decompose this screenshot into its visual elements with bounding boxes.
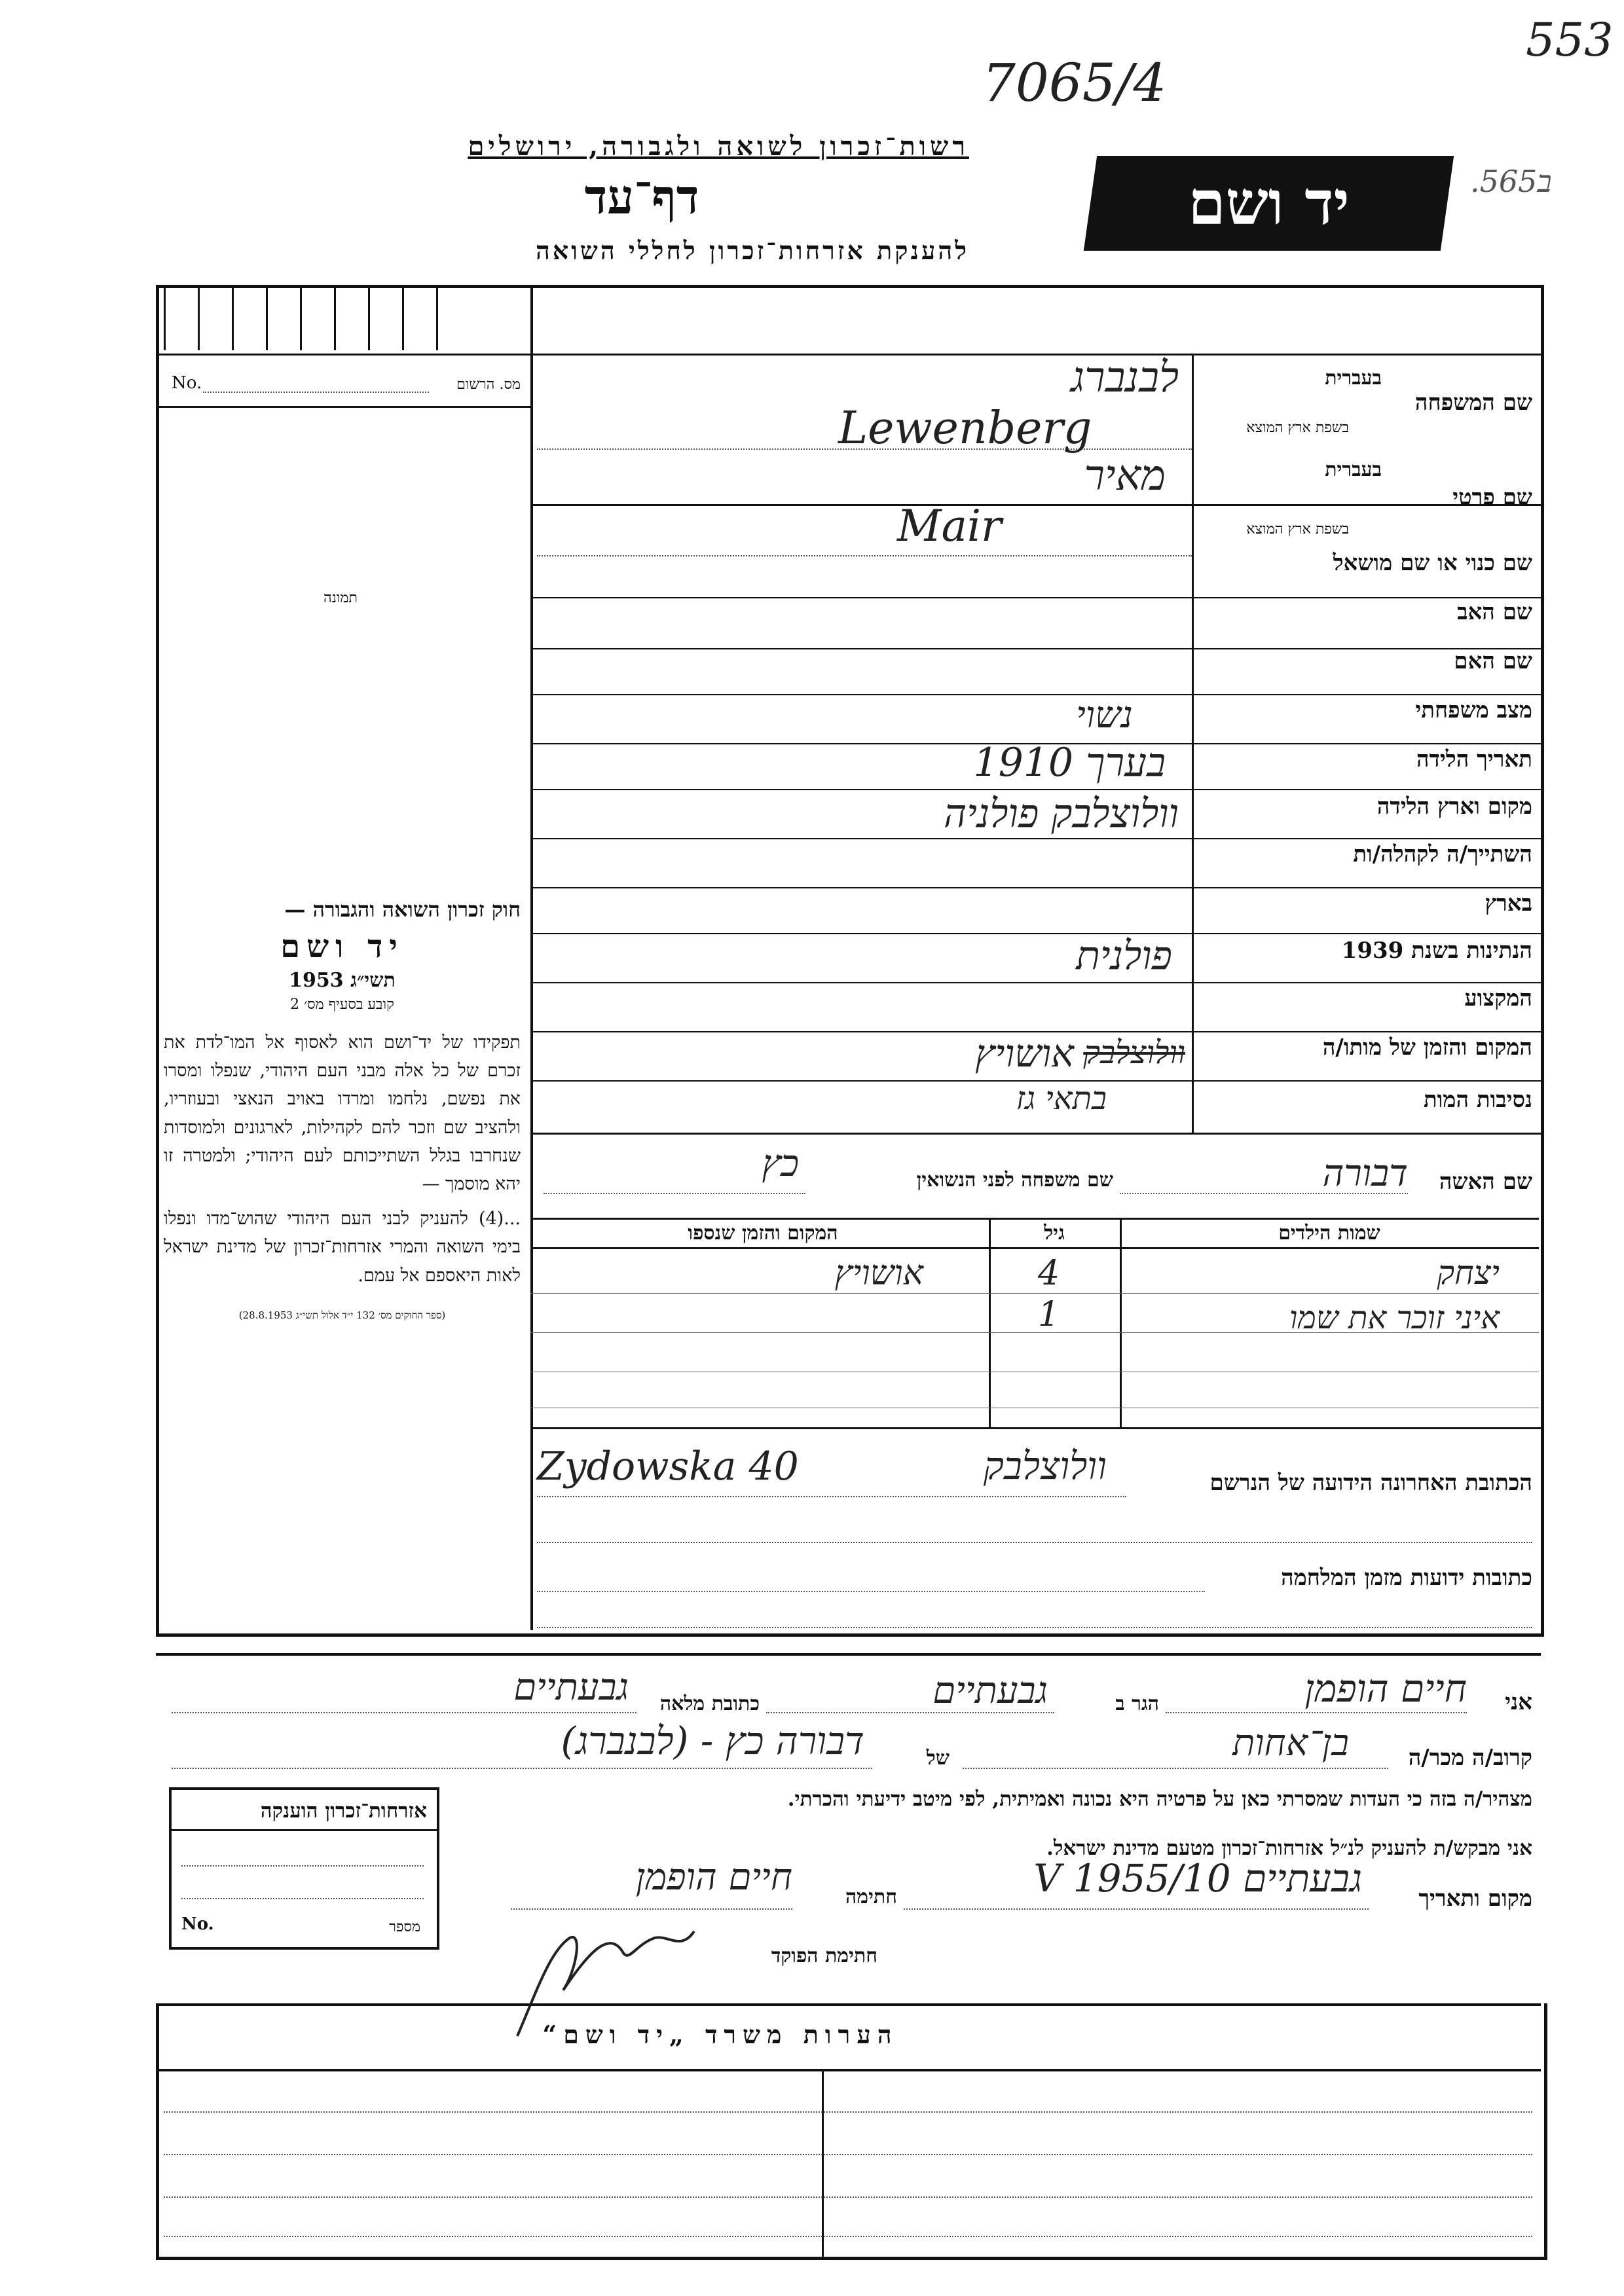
- child-1-name: יצחק: [1437, 1254, 1500, 1292]
- death-place-value: אושויץ: [975, 1031, 1074, 1076]
- law-source: (ספר החוקים מס׳ 132 י״ד אלול תשי״ג 28.8.1953): [238, 1309, 446, 1321]
- authority-name: רשות־זכרון לשואה ולגבורה, ירושלים: [468, 131, 969, 162]
- registry-boxes: [164, 288, 439, 350]
- first-name-origin-value: Mair: [897, 501, 1002, 551]
- form-title: דף־עד: [584, 169, 699, 225]
- law-text-block: [164, 897, 521, 1322]
- birth-date-value: בערך 1910: [973, 740, 1166, 786]
- child-1-death-place: אושויץ: [834, 1254, 923, 1293]
- last-address-label: הכתובת האחרונה הידועה של הנרשם: [1209, 1470, 1532, 1496]
- archive-number-side: .ב565: [1470, 164, 1552, 199]
- request-text: אני מבקש/ת להעניק לנ״ל אזרחות־זכרון מטעם מדינת ישראל.: [1046, 1836, 1532, 1860]
- signature-label: חתימה: [845, 1886, 897, 1908]
- law-heading: חוק זכרון השואה והגבורה —: [284, 897, 521, 922]
- notes-heading: הערות משרד „יד ושם“: [542, 2020, 898, 2049]
- declarant-name: חיים הופמן: [1304, 1666, 1467, 1711]
- law-paragraph-2: ...(4) להעניק לבני העם היהודי שהוש־מדו ונפלו בימי השואה והמרי אזרחות־זכרון של מדינת ישראל לאות היאספם אל עמם.: [164, 1209, 521, 1286]
- marital-status-value: נשוי: [1076, 694, 1133, 737]
- profession-label: המקצוע: [1464, 985, 1532, 1011]
- relation-value: בן־אחות: [1232, 1722, 1349, 1764]
- place-date-label: מקום ותאריך: [1418, 1886, 1532, 1912]
- wife-name-label: שם האשה: [1439, 1169, 1532, 1195]
- country-label: בארץ: [1485, 890, 1532, 917]
- signature-value: חיים הופמן: [635, 1856, 792, 1899]
- father-name-label: שם האב: [1457, 599, 1532, 625]
- first-name-label: שם פרטי: [1452, 484, 1532, 511]
- maiden-name-value: כץ: [762, 1142, 799, 1185]
- last-address-latin-value: Zydowska 40: [537, 1444, 799, 1489]
- family-name-label: שם המשפחה: [1414, 390, 1532, 416]
- official-signature-label: חתימת הפוקד: [771, 1944, 877, 1967]
- child-2-age: 1: [1038, 1295, 1060, 1334]
- law-year: תשי״ג 1953: [289, 969, 396, 992]
- relation-of-person: דבורה כץ - (לבנברג): [561, 1719, 864, 1763]
- family-name-hebrew-value: לבנברג: [1071, 354, 1179, 402]
- resident-label: הגר ב: [1115, 1692, 1159, 1715]
- resident-city: גבעתיים: [932, 1669, 1048, 1712]
- handwritten-file-number: 7065/4: [982, 52, 1167, 113]
- death-place-label: המקום והזמן של מותו/ה: [1322, 1034, 1532, 1061]
- children-death-place-header: המקום והזמן שנספו: [688, 1222, 838, 1245]
- law-clause: קובע בסעיף מס׳ 2: [290, 996, 394, 1013]
- citizenship-granted-number-label: מספר: [389, 1919, 420, 1935]
- photo-placeholder-label: תמונה: [323, 590, 358, 606]
- wife-name-value: דבורה: [1322, 1152, 1408, 1195]
- mother-name-label: שם האם: [1454, 648, 1532, 674]
- wartime-address-label: כתובות ידועות מזמן המלחמה: [1281, 1565, 1532, 1591]
- children-age-header: גיל: [1044, 1222, 1065, 1245]
- child-1-age: 4: [1038, 1254, 1060, 1293]
- law-name: יד ושם: [280, 928, 404, 965]
- nickname-label: שם כנוי או שם מושאל: [1333, 550, 1532, 576]
- archive-number-top: 553: [1526, 13, 1614, 67]
- relation-of-label: של: [926, 1747, 950, 1770]
- logo-text: יד ושם: [1188, 168, 1350, 238]
- full-address-value: גבעתיים: [513, 1666, 629, 1709]
- family-name-origin-value: Lewenberg: [838, 403, 1092, 454]
- citizenship-granted-box: [169, 1787, 439, 1950]
- death-cause-label: נסיבות המות: [1423, 1087, 1532, 1113]
- full-address-label: כתובת מלאה: [659, 1692, 760, 1715]
- death-place-struck-value: וולוצלבק: [1083, 1034, 1185, 1071]
- last-address-hebrew-value: וולוצלבק: [983, 1444, 1107, 1488]
- community-label: השתייך/ה לקהלה/ות: [1353, 841, 1532, 867]
- citizenship-granted-no-label: No.: [181, 1914, 214, 1934]
- marital-status-label: מצב משפחתי: [1415, 697, 1532, 723]
- place-date-value: גבעתיים 10/V 1955: [1033, 1856, 1362, 1901]
- citizenship-granted-title: אזרחות־זכרון הוענקה: [260, 1799, 427, 1823]
- form-subtitle: להענקת אזרחות־זכרון לחללי השואה: [535, 236, 969, 265]
- first-name-hebrew-value: מאיר: [1084, 452, 1166, 500]
- birth-place-label: מקום וארץ הלידה: [1376, 793, 1532, 820]
- citizenship-1939-value: פולנית: [1076, 933, 1172, 979]
- origin-lang-label: בשפת ארץ המוצא: [1246, 420, 1349, 436]
- law-paragraph-1: תפקידו של יד־ושם הוא לאסוף אל המו־לדת את זכרם של כל אלה מבני העם היהודי, שנפלו ומסרו את נפשם, נלחמו ומרדו באויב הנאצי ובעוזריו, ולהציב שם וזכר להם לקהילות, לארגונים ולמוסדות שנחרבו בגלל השתייכותם לעם היהודי; ולמטרה זו יהא מוסמך —: [164, 1032, 521, 1194]
- citizenship-1939-label: הנתינות בשנת 1939: [1341, 938, 1532, 964]
- declarant-i-label: אני: [1505, 1689, 1532, 1715]
- death-cause-value: בתאי גז: [1016, 1080, 1107, 1117]
- yad-vashem-logo: [1084, 156, 1454, 251]
- maiden-name-label: שם משפחה לפני הנשואין: [916, 1169, 1113, 1192]
- declaration-text: מצהיר/ה בזה כי העדות שמסרתי כאן על פרטיה היא נכונה ואמיתית, לפי מיטב ידיעתי והכרתי.: [787, 1787, 1532, 1811]
- child-2-name: איני זוכר את שמו: [1289, 1300, 1500, 1336]
- children-names-header: שמות הילדים: [1278, 1222, 1380, 1245]
- hebrew-label-2: בעברית: [1325, 458, 1382, 481]
- relation-label: קרוב/ה מכר/ה: [1408, 1745, 1532, 1771]
- registry-label: מס. הרשום: [456, 376, 521, 393]
- registry-no-label: No.: [172, 373, 202, 393]
- children-table: [530, 1218, 1539, 1427]
- origin-lang-label-2: בשפת ארץ המוצא: [1246, 521, 1349, 538]
- hebrew-label: בעברית: [1325, 367, 1382, 390]
- birth-place-value: וולוצלבק פולניה: [944, 791, 1179, 837]
- birth-date-label: תאריך הלידה: [1416, 746, 1532, 773]
